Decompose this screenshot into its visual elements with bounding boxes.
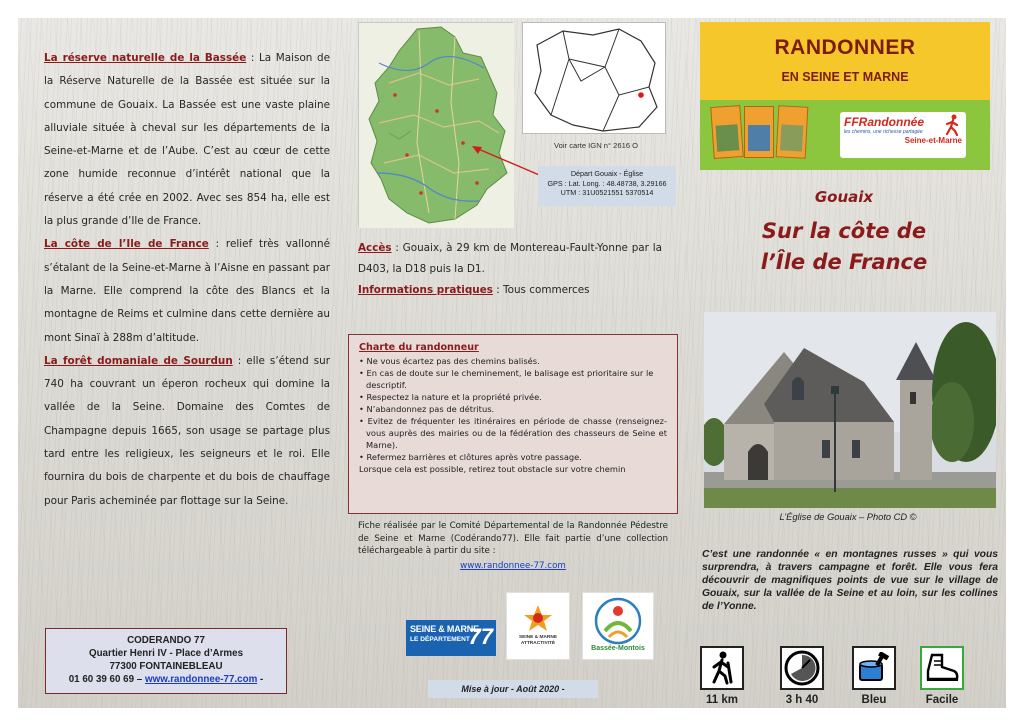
locator-map[interactable] (522, 22, 666, 134)
banner-title: RANDONNER (774, 36, 916, 59)
stat-marking (844, 646, 904, 706)
fiche-paragraph (358, 520, 668, 558)
section-title-foret: La forêt domaniale de Sourdun (44, 354, 233, 367)
stat-distance-label: 11 km (706, 694, 738, 706)
contact-address1: Quartier Henri IV - Place d’Armes (88, 648, 244, 659)
page-title (686, 216, 1002, 278)
stat-duration-label: 3 h 40 (785, 694, 819, 706)
fiche-text: Fiche réalisée par le Comité Départemental de la Randonnée Pédestre de Seine et Marne (Codérando77). Elle fait partie d’une collection téléchargeable à partir du site : (358, 521, 668, 556)
depart-line2: GPS : Lat. Long. : 48.48738, 3.29166 (547, 178, 667, 188)
stat-duration (772, 646, 832, 706)
logo-seine-line1: SEINE & MARNE (410, 624, 479, 634)
booklet-cover-1 (710, 105, 744, 159)
section-text-reserve: : La Maison de la Réserve Naturelle de la Bassée est située sur la commune de Gouaix. La Bassée est une vaste plaine alluviale située à cheval sur les départements de la Seine-et-Marne et de l’Aube. C’est au cœur de cette zone humide reconnue d’intérêt national que la réserve a été crée en 2002. Avec ses 854 ha, elle est la plus grande d’Ile de France. (44, 52, 330, 228)
depart-info-box (538, 166, 676, 206)
charte-item: • N’abandonnez pas de détritus. (359, 404, 495, 414)
section-text-cote: : relief très vallonné s’étalant de la Seine-et-Marne à l’Aisne en passant par la Marne. Elle comprend la côte des Blancs et la montagne de Reims et culmine dans cette dernière au mont Sinaï à 288m d’altitude. (44, 238, 330, 344)
depart-line3: UTM : 31U0521551 5370514 (560, 188, 654, 198)
middle-panel (348, 18, 686, 708)
department-map-graphic (359, 23, 514, 228)
fiche-website-link[interactable]: www.randonnee-77.com (460, 561, 566, 571)
acces-label: Accès (358, 242, 392, 254)
banner-subtitle: EN SEINE ET MARNE (781, 70, 909, 84)
church-photo[interactable] (704, 312, 996, 508)
logo-attractivite (506, 592, 570, 660)
update-stamp: Mise à jour - Août 2020 - (428, 680, 598, 698)
boot-icon (920, 646, 964, 690)
section-title-reserve: La réserve naturelle de la Bassée (44, 52, 247, 64)
left-panel (18, 18, 348, 708)
section-cote (44, 233, 330, 349)
ff-logo-dept: Seine-et-Marne (904, 136, 962, 145)
contact-phone-line (46, 673, 286, 686)
contact-website-link[interactable]: www.randonnee-77.com (144, 674, 258, 685)
photo-caption: L’Église de Gouaix – Photo CD © (779, 512, 917, 522)
booklet-cover-2 (744, 106, 774, 158)
depart-line1: Départ Gouaix - Église (570, 169, 644, 178)
charte-item: • Refermez barrières et clôtures après votre passage. (359, 452, 582, 462)
logo-attractivite-text: SEINE & MARNE ATTRACTIVITÉ (518, 635, 558, 646)
infos-label: Informations pratiques (358, 284, 493, 296)
acces-text: : Gouaix, à 29 km de Montereau-Fault-Yonne par la D403, la D18 puis la D1. (358, 242, 662, 275)
contact-box (45, 628, 287, 694)
contact-name: CODERANDO 77 (127, 635, 205, 646)
logo-bassee-montois (582, 592, 654, 660)
church-photo-graphic (704, 312, 996, 508)
hiker-icon (700, 646, 744, 690)
section-title-cote: La côte de l’Ile de France (44, 238, 209, 251)
section-foret (44, 350, 330, 513)
clock-icon (780, 646, 824, 690)
logo-bassee-text: Bassée-Montois (591, 645, 645, 652)
ffrandonnee-logo (840, 112, 966, 158)
stat-difficulty-label: Facile (925, 694, 959, 706)
ff-logo-tagline: les chemins, une richesse partagée (844, 129, 923, 135)
logo-seine-line2: LE DÉPARTEMENT (410, 636, 470, 643)
left-text-block (44, 47, 330, 513)
acces-paragraph (358, 238, 662, 280)
charte-box (348, 334, 678, 514)
map-caption: Voir carte IGN n° 2616 O (554, 141, 639, 150)
charte-list (359, 355, 667, 463)
department-map[interactable] (358, 22, 513, 227)
bassee-montois-icon (589, 597, 647, 645)
town-name: Gouaix (814, 188, 874, 206)
right-panel (686, 18, 1006, 708)
booklet-cover-3 (776, 105, 809, 158)
charte-item: • En cas de doute sur le cheminement, le balisage est prioritaire sur le descriptif. (359, 368, 654, 390)
charte-footer: Lorsque cela est possible, retirez tout obstacle sur votre chemin (359, 464, 626, 474)
paint-pot-icon (852, 646, 896, 690)
walker-logo-icon (944, 114, 962, 136)
contact-address2: 77300 FONTAINEBLEAU (109, 661, 223, 672)
charte-item: • Evitez de fréquenter les itinéraires en période de chasse (renseignez-vous auprès des mairies ou de la fédération des chasseurs de Seine et Marne). (359, 416, 667, 450)
stat-distance (692, 646, 752, 706)
page-title-line1: Sur la côte de (761, 219, 927, 243)
location-marker (638, 92, 644, 98)
stat-difficulty (912, 646, 972, 706)
ff-logo-text: FFRandonnée (844, 115, 924, 129)
description: C’est une randonnée « en montagnes russes » qui vous surprendra, à travers campagne et forêt. Elle vous fera découvrir de magnifiques points de vue sur le village de Gouaix, sur la vallée de la Seine et au loin, sur les collines de l’Yonne. (702, 549, 998, 612)
charte-title: Charte du randonneur (359, 342, 479, 353)
logo-seine-number: 77 (468, 624, 493, 649)
infos-paragraph (358, 280, 662, 301)
infos-text: : Tous commerces (492, 284, 590, 296)
contact-tail: - (257, 674, 264, 685)
charte-item: • Ne vous écartez pas des chemins balisés. (359, 356, 540, 366)
star-logo-icon (523, 603, 553, 633)
page-title-line2: l’Île de France (760, 250, 928, 274)
section-text-foret: : elle s’étend sur 740 ha couvrant un éperon rocheux qui domine la vallée de la Seine. Domaine des Comtes de Champagne depuis 1665, son usage se partage plus tard entre les religieux, les seigneurs et le roi. Elle fournira du bois de charpente et du bois de chauffage pour Paris acheminée par flottage sur la Seine. (44, 354, 330, 507)
banner (700, 22, 990, 170)
stat-marking-label: Bleu (861, 694, 887, 706)
contact-phone: 01 60 39 60 69 – (68, 674, 145, 685)
logo-seine-et-marne (406, 620, 496, 656)
charte-item: • Respectez la nature et la propriété privée. (359, 392, 542, 402)
section-reserve (44, 47, 330, 233)
locator-map-graphic (523, 23, 667, 135)
